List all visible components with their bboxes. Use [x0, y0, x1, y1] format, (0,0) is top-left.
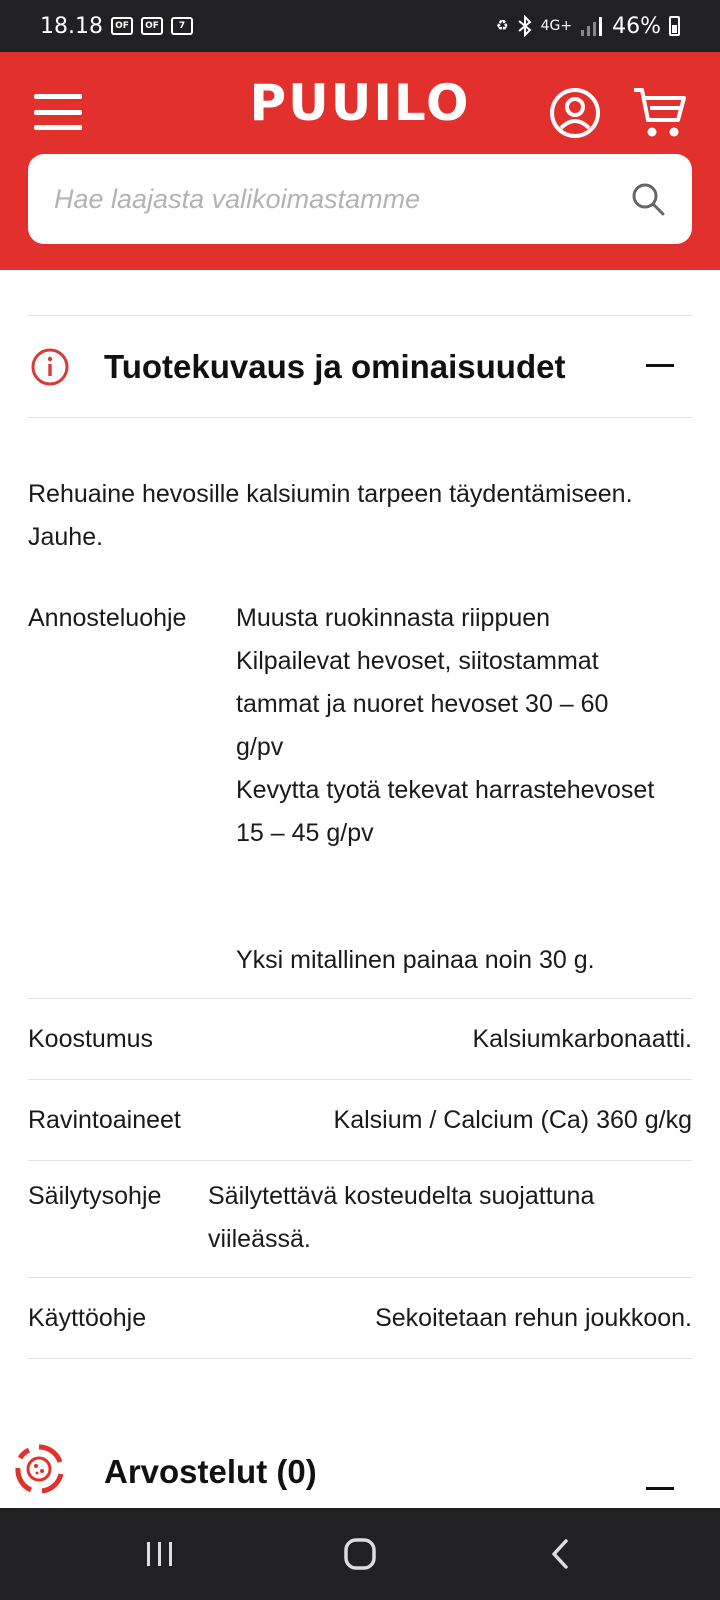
product-description: Rehuaine hevosille kalsiumin tarpeen täydentämiseen. Jauhe.: [28, 480, 633, 551]
search-icon[interactable]: [630, 181, 666, 217]
spec-row-dosage: [28, 597, 692, 998]
site-header: [0, 52, 720, 270]
section-title: Tuotekuvaus ja ominaisuudet: [104, 347, 566, 385]
reviews-title: Arvostelut (0): [104, 1453, 317, 1490]
divider: [28, 1358, 692, 1359]
calendar-icon: 7: [171, 17, 193, 35]
spec-value: Sekoitetaan rehun joukkoon.: [375, 1303, 692, 1332]
info-icon: [30, 347, 70, 387]
battery-percent: 46%: [612, 13, 661, 39]
search-bar: [28, 154, 692, 244]
spec-label: Annosteluohje: [28, 604, 187, 632]
spec-row-storage: [28, 1161, 692, 1277]
account-icon[interactable]: [548, 86, 602, 140]
cart-icon[interactable]: [632, 86, 688, 140]
status-time: 18.18: [40, 13, 103, 39]
puuilo-logo[interactable]: PUUILO: [249, 74, 471, 132]
home-icon[interactable]: [340, 1534, 380, 1574]
spec-label: Säilytysohje: [28, 1182, 162, 1210]
bluetooth-icon: [517, 15, 533, 37]
collapse-icon[interactable]: [646, 1487, 674, 1490]
notification-icon: OF: [141, 17, 163, 35]
system-nav-bar: [0, 1508, 720, 1600]
cookie-settings-icon[interactable]: [12, 1442, 66, 1496]
reviews-header[interactable]: [28, 1432, 692, 1512]
collapse-icon[interactable]: [646, 364, 674, 367]
spec-label: Ravintoaineet: [28, 1105, 181, 1134]
recycle-icon: ♻: [496, 18, 509, 34]
spec-label: Koostumus: [28, 1024, 154, 1053]
divider: [28, 417, 692, 418]
signal-icon: [580, 16, 604, 36]
battery-icon: [669, 16, 680, 36]
spec-value: Kalsiumkarbonaatti.: [472, 1024, 692, 1053]
notification-icon: OF: [111, 17, 133, 35]
status-bar: [0, 0, 720, 52]
spec-value: Muusta ruokinnasta riippuen Kilpailevat hevoset, siitostammat tammat ja nuoret hevoset 30 – 60 g/pv Kevytta tyotä tekevat harrastehevoset 15 – 45 g/pv Yksi mitallinen painaa noin 30 g.: [236, 604, 655, 974]
spec-row-composition: [28, 999, 692, 1079]
network-type: 4G+: [540, 18, 573, 34]
spec-value: Kalsium / Calcium (Ca) 360 g/kg: [333, 1105, 692, 1134]
spec-row-nutrients: [28, 1080, 692, 1160]
product-description-header[interactable]: [28, 316, 692, 417]
spec-row-usage: [28, 1278, 692, 1358]
back-icon[interactable]: [540, 1534, 580, 1574]
spec-label: Käyttöohje: [28, 1303, 147, 1332]
recent-apps-icon[interactable]: [140, 1534, 180, 1574]
product-details: [28, 270, 692, 1359]
spec-value: Säilytettävä kosteudelta suojattuna viileässä.: [208, 1182, 595, 1253]
search-input[interactable]: [54, 184, 630, 215]
